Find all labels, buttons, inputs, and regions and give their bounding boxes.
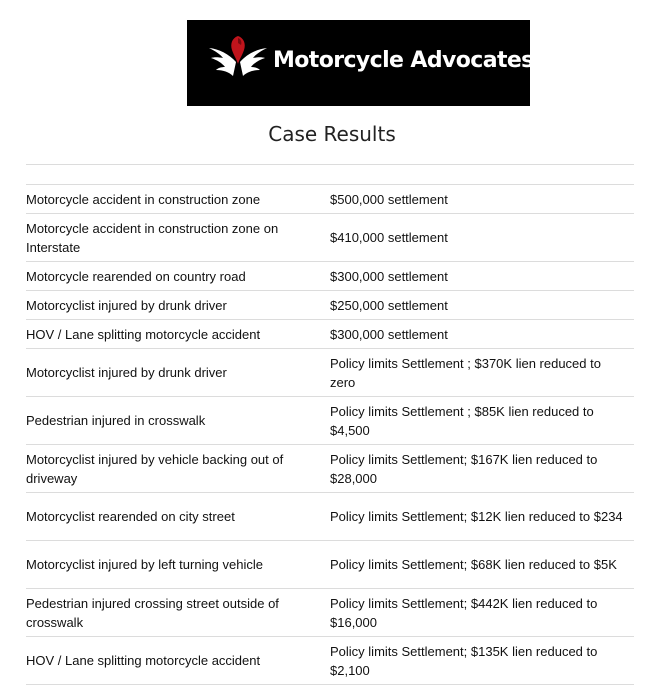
case-description-cell: Motorcyclist rearended on city street	[26, 493, 330, 541]
table-row	[26, 445, 634, 493]
table-row	[26, 291, 634, 320]
table-row	[26, 589, 634, 637]
case-result-cell: $300,000 settlement	[330, 320, 634, 349]
case-result-cell: $500,000 settlement	[330, 185, 634, 214]
table-spacer-row	[26, 165, 634, 185]
table-row	[26, 185, 634, 214]
case-result-cell: Policy limits Settlement; $68K lien reduced to $5K	[330, 541, 634, 589]
case-description-cell: Pedestrian injured crossing street outside of crosswalk	[26, 589, 330, 637]
case-description-cell: Motorcyclist injured by left turning vehicle	[26, 541, 330, 589]
case-description-cell: Motorcycle accident in construction zone	[26, 185, 330, 214]
table-row	[26, 637, 634, 685]
case-description-cell: Motorcycle accident in construction zone on Interstate	[26, 214, 330, 262]
case-result-cell: Policy limits Settlement ; $85K lien reduced to $4,500	[330, 397, 634, 445]
case-result-cell: Policy limits Settlement; $442K lien reduced to $16,000	[330, 589, 634, 637]
case-description-cell: HOV / Lane splitting motorcycle accident	[26, 320, 330, 349]
case-description-cell: Motorcyclist injured by drunk driver	[26, 349, 330, 397]
case-result-cell: Policy limits Settlement ; $370K lien reduced to zero	[330, 349, 634, 397]
case-result-cell: $410,000 settlement	[330, 214, 634, 262]
case-description-cell: Motorcyclist injured by drunk driver	[26, 291, 330, 320]
logo-banner[interactable]	[187, 20, 534, 106]
table-row	[26, 214, 634, 262]
eagle-wings-logo-icon	[207, 32, 269, 80]
logo-text: Motorcycle Advocates	[273, 48, 534, 73]
case-description-cell: Motorcycle rearended on country road	[26, 262, 330, 291]
case-description-cell: Motorcyclist injured by vehicle backing out of driveway	[26, 445, 330, 493]
table-row	[26, 262, 634, 291]
case-description-cell: Pedestrian injured in crosswalk	[26, 397, 330, 445]
case-result-cell: Policy limits Settlement; $167K lien reduced to $28,000	[330, 445, 634, 493]
page-title: Case Results	[268, 122, 396, 146]
table-row	[26, 320, 634, 349]
case-result-cell: $250,000 settlement	[330, 291, 634, 320]
case-description-cell: HOV / Lane splitting motorcycle accident	[26, 637, 330, 685]
table-row	[26, 349, 634, 397]
case-result-cell: $300,000 settlement	[330, 262, 634, 291]
case-result-cell: Policy limits Settlement; $12K lien reduced to $234	[330, 493, 634, 541]
case-results-table	[26, 164, 634, 685]
table-row	[26, 397, 634, 445]
table-row	[26, 541, 634, 589]
table-row	[26, 493, 634, 541]
case-result-cell: Policy limits Settlement; $135K lien reduced to $2,100	[330, 637, 634, 685]
